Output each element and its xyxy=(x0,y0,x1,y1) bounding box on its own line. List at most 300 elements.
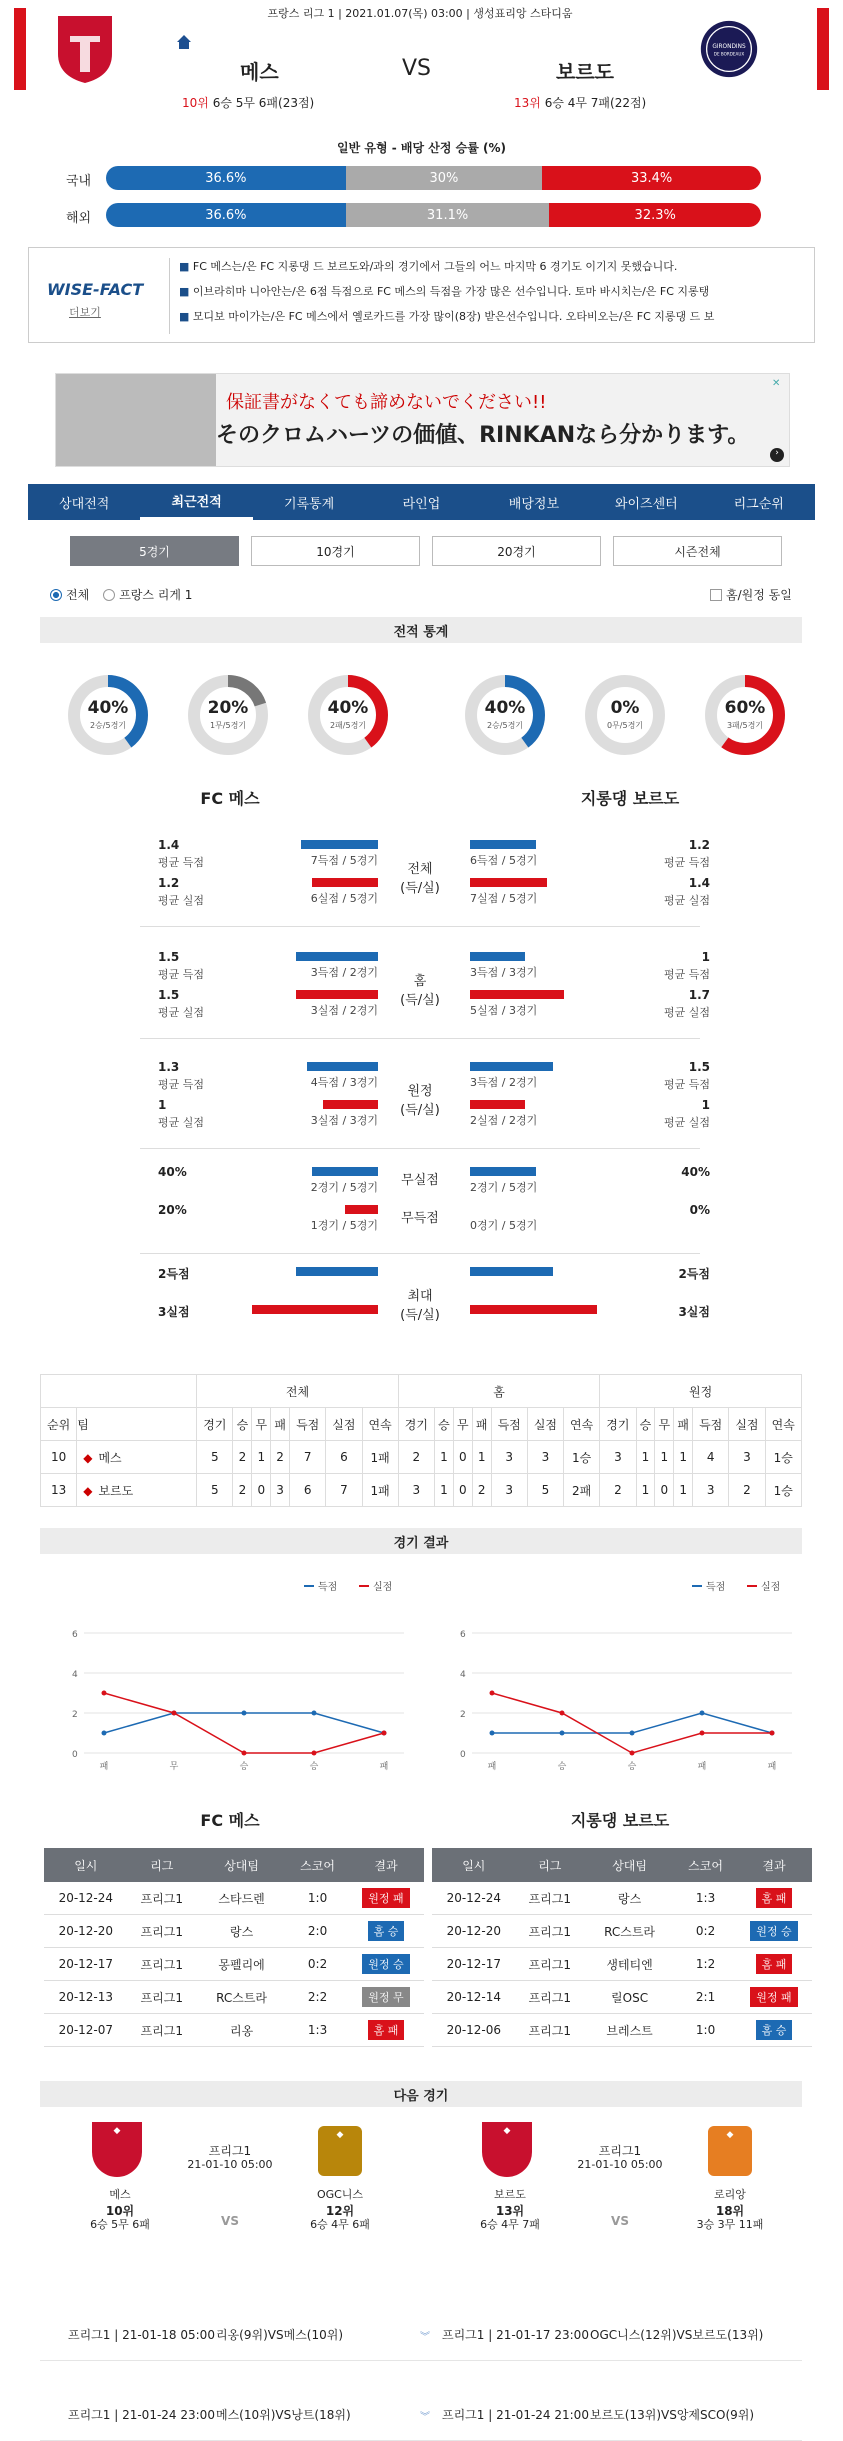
wise-fact-text: 이브라히마 니아안는/은 6점 득점으로 FC 메스의 득점을 가장 많은 선수입니다. 토마 바시치는/은 FC 지롱탱 xyxy=(192,285,710,298)
home-stat-value: 1.5 xyxy=(158,988,180,1002)
donut-pct: 40% xyxy=(484,698,526,718)
result-cell xyxy=(736,2020,812,2040)
col-head: 상대팀 xyxy=(224,1858,259,1873)
main-nav xyxy=(28,484,815,520)
result-badge: 홈 패 xyxy=(756,1888,793,1908)
cell: 20-12-24 xyxy=(446,1891,502,1905)
home-stat-bar xyxy=(307,1062,379,1071)
ad-next-icon[interactable]: › xyxy=(770,448,784,462)
tab-1[interactable]: 최근전적 xyxy=(140,484,252,520)
next-t1s: 6승 4무 7패 xyxy=(480,2218,540,2231)
y-tick-label: 4 xyxy=(460,1670,466,1680)
home-stat-detail: 7득점 / 5경기 xyxy=(310,854,378,867)
table-row[interactable] xyxy=(44,1915,424,1948)
cell: 프리그1 xyxy=(528,1990,571,2005)
next-t1[interactable]: 메스 xyxy=(109,2188,131,2201)
col-head: 연속 xyxy=(564,1408,600,1441)
away-stat-bar xyxy=(470,1267,553,1276)
data-point xyxy=(630,1731,635,1736)
away-stat-bar xyxy=(470,1167,536,1176)
data-point xyxy=(312,1751,317,1756)
result-badge: 원정 패 xyxy=(750,1987,797,2007)
line-chart xyxy=(432,1568,812,1788)
line-chart xyxy=(44,1568,424,1788)
cell: 프리그1 xyxy=(528,1924,571,1939)
cell: 프리그1 xyxy=(528,1891,571,1906)
donut-sub: 2승/5경기 xyxy=(486,721,524,730)
stat-section-label: 원정 (득/실) xyxy=(400,1084,440,1118)
table-row[interactable] xyxy=(432,1915,812,1948)
bordeaux-crest-icon xyxy=(700,14,758,84)
wise-fact-box xyxy=(28,247,815,343)
cell: 몽펠리에 xyxy=(218,1957,265,1972)
away-stat-detail: 3득점 / 3경기 xyxy=(470,966,538,979)
away-stat-detail: 2실점 / 2경기 xyxy=(470,1114,538,1127)
away-stat-detail: 0경기 / 5경기 xyxy=(470,1219,538,1232)
col-head: 스코어 xyxy=(688,1858,723,1873)
stat-cell: 1 xyxy=(434,1441,453,1474)
stat-cell: 1패 xyxy=(362,1474,398,1507)
table-row[interactable] xyxy=(432,1981,812,2014)
stat-cell: 2 xyxy=(398,1441,434,1474)
stat-section-label: 전체 (득/실) xyxy=(400,862,440,896)
next-t1[interactable]: 보르도 xyxy=(494,2188,526,2201)
cell: 랑스 xyxy=(229,1924,254,1939)
wise-fact-item: ■ 이브라히마 니아안는/은 6점 득점으로 FC 메스의 득점을 가장 많은 선수입니다. 토마 바시치는/은 FC 지롱탱 xyxy=(179,285,710,298)
away-stat-value: 3실점 xyxy=(678,1305,710,1319)
vs-label: VS xyxy=(402,56,432,81)
stat-cell: 1 xyxy=(472,1441,491,1474)
table-row[interactable] xyxy=(432,2014,812,2047)
col-head: 승 xyxy=(434,1408,453,1441)
away-stat-value: 1 xyxy=(701,950,710,964)
away-stat-label: 평균 득점 xyxy=(663,968,710,981)
odds-bar xyxy=(106,166,761,190)
home-stat-bar xyxy=(301,840,378,849)
data-point xyxy=(242,1751,247,1756)
filter-button-0[interactable]: 5경기 xyxy=(70,536,239,566)
cell: RC스트라 xyxy=(604,1924,656,1939)
away-stat-label: 평균 실점 xyxy=(663,894,710,907)
cell: 프리그1 xyxy=(140,1924,183,1939)
cell: 브레스트 xyxy=(606,2023,653,2038)
cell: 0:2 xyxy=(695,1924,716,1938)
stat-cell: 2 xyxy=(271,1441,290,1474)
fixture-date: 프리그1 | 21-01-24 21:00 xyxy=(442,2408,589,2422)
col-head: 연속 xyxy=(362,1408,398,1441)
home-stat-detail: 6실점 / 5경기 xyxy=(310,892,378,905)
cell: 프리그1 xyxy=(528,2023,571,2038)
stat-cell: 3 xyxy=(729,1441,765,1474)
away-record: 6승 4무 7패(22점) xyxy=(544,96,647,110)
stat-cell: 3 xyxy=(491,1441,527,1474)
team-name: 메스 xyxy=(98,1450,122,1465)
col-head: 경기 xyxy=(197,1408,233,1441)
cell: 20-12-13 xyxy=(58,1990,114,2004)
away-team-name[interactable]: 보르도 xyxy=(556,60,614,84)
data-point xyxy=(490,1731,495,1736)
table-row[interactable] xyxy=(44,1882,424,1915)
col-head: 승 xyxy=(233,1408,252,1441)
away-stat-label: 평균 득점 xyxy=(663,856,710,869)
fixture-date: 프리그1 | 21-01-18 05:00 xyxy=(68,2328,215,2342)
home-stat-label: 평균 실점 xyxy=(158,894,205,907)
stat-mid-label: 무득점 xyxy=(401,1211,439,1226)
y-tick-label: 0 xyxy=(72,1750,78,1760)
stat-cell: 6 xyxy=(290,1474,326,1507)
filter-button-1[interactable]: 10경기 xyxy=(251,536,420,566)
away-stat-bar xyxy=(470,952,525,961)
away-side-bar xyxy=(817,8,829,90)
away-stat-detail: 7실점 / 5경기 xyxy=(470,892,538,905)
y-tick-label: 6 xyxy=(72,1630,78,1640)
stat-cell: 1 xyxy=(674,1474,693,1507)
home-stat-bar xyxy=(323,1100,378,1109)
away-rank: 13위 xyxy=(514,96,541,110)
result-cell xyxy=(348,1921,424,1941)
cell: 1:0 xyxy=(695,2023,716,2037)
home-stat-bar xyxy=(252,1305,379,1314)
standings-blank xyxy=(41,1375,197,1408)
home-stat-detail: 4득점 / 3경기 xyxy=(310,1076,378,1089)
standings-table xyxy=(40,1374,802,1507)
data-point xyxy=(560,1731,565,1736)
tab-5[interactable]: 와이즈센터 xyxy=(614,496,678,512)
checkbox-label: 홈/원정 동일 xyxy=(726,588,792,602)
checkbox-same-venue[interactable] xyxy=(710,589,722,601)
stat-cell: 3 xyxy=(271,1474,290,1507)
cell: 20-12-07 xyxy=(58,2023,114,2037)
away-stat-value: 1.2 xyxy=(688,838,710,852)
cell: 20-12-06 xyxy=(446,2023,502,2037)
series-line-1 xyxy=(104,1693,384,1753)
tab-6[interactable]: 리그순위 xyxy=(733,496,784,512)
cell: 프리그1 xyxy=(140,1990,183,2005)
result-badge: 홈 승 xyxy=(756,2020,793,2040)
team-cell[interactable] xyxy=(77,1474,197,1507)
col-head: 일시 xyxy=(74,1858,98,1873)
away-stat-bar xyxy=(470,878,547,887)
away-stat-value: 1.4 xyxy=(688,876,710,890)
next-t1r: 10위 xyxy=(105,2204,135,2218)
legend-label: 실점 xyxy=(373,1582,393,1593)
next-date: 21-01-10 05:00 xyxy=(187,2158,273,2171)
y-tick-label: 2 xyxy=(72,1710,78,1720)
away-stat-detail: 5실점 / 3경기 xyxy=(470,1004,538,1017)
col-head: 실점 xyxy=(527,1408,563,1441)
cell: 생테티엔 xyxy=(606,1957,653,1972)
data-point xyxy=(102,1731,107,1736)
match-info: 프랑스 리그 1 | 2021.01.07(목) 03:00 | 생성표리앙 스타디움 xyxy=(267,7,573,20)
svg-text:GIRONDINS: GIRONDINS xyxy=(712,44,746,51)
results-title: 경기 결과 xyxy=(40,1528,802,1554)
tab-2[interactable]: 기록통계 xyxy=(283,496,335,512)
stat-cell: 2 xyxy=(729,1474,765,1507)
table-row[interactable] xyxy=(432,1882,812,1915)
table-row[interactable] xyxy=(44,2014,424,2047)
col-head: 승 xyxy=(636,1408,655,1441)
filter-button-2[interactable]: 20경기 xyxy=(432,536,601,566)
fixture-match[interactable]: OGC니스(12위)VS보르도(13위) xyxy=(590,2328,764,2342)
next-title: 다음 경기 xyxy=(40,2081,802,2107)
home-recent-title: FC 메스 xyxy=(200,1811,260,1830)
table-row[interactable] xyxy=(432,1948,812,1981)
cell: 2:2 xyxy=(307,1990,328,2004)
cell: 랑스 xyxy=(617,1891,642,1906)
donut-pct: 60% xyxy=(724,698,766,718)
odds-draw: 30% xyxy=(346,166,543,190)
chevron-down-icon[interactable]: ︾ xyxy=(420,2332,430,2343)
next-t2[interactable]: OGC니스 xyxy=(316,2188,364,2201)
result-cell xyxy=(736,1888,812,1908)
result-badge: 원정 승 xyxy=(362,1954,409,1974)
col-head: 패 xyxy=(674,1408,693,1441)
x-tick-label: 승 xyxy=(557,1762,567,1772)
home-stat-label: 평균 득점 xyxy=(158,856,205,869)
rank-cell: 10 xyxy=(41,1441,77,1474)
cell: 2:0 xyxy=(307,1924,328,1938)
away-stat-detail: 2경기 / 5경기 xyxy=(470,1181,538,1194)
stat-cell: 1 xyxy=(434,1474,453,1507)
home-icon[interactable] xyxy=(176,34,192,50)
series-line-0 xyxy=(104,1713,384,1733)
wise-fact-more-link[interactable]: 더보기 xyxy=(69,306,101,319)
col-head: 실점 xyxy=(326,1408,362,1441)
team-crest-icon: ◆ xyxy=(83,1483,93,1498)
odds-draw: 31.1% xyxy=(346,203,550,227)
tab-4[interactable]: 배당정보 xyxy=(508,496,560,512)
col-head: 일시 xyxy=(462,1858,486,1873)
y-tick-label: 2 xyxy=(460,1710,466,1720)
cell: 20-12-17 xyxy=(58,1957,114,1971)
result-cell xyxy=(348,2020,424,2040)
col-head: 리그 xyxy=(150,1858,174,1873)
stat-cell: 2패 xyxy=(564,1474,600,1507)
stat-cell: 1 xyxy=(655,1441,674,1474)
team-crest-icon: ◆ xyxy=(92,2122,142,2177)
next-t2r: 12위 xyxy=(325,2204,355,2218)
ad-close-icon[interactable]: ✕ xyxy=(772,378,781,389)
data-point xyxy=(700,1731,705,1736)
x-tick-label: 패 xyxy=(697,1762,707,1772)
stat-cell: 2 xyxy=(472,1474,491,1507)
cell: 리옹 xyxy=(229,2023,254,2038)
ad-line2: そのクロムハーツの価値、RINKANなら分かります。 xyxy=(216,423,750,448)
cell: RC스트라 xyxy=(216,1990,268,2005)
home-stat-value: 20% xyxy=(158,1203,187,1217)
result-cell xyxy=(736,1921,812,1941)
donut-sub: 2패/5경기 xyxy=(329,721,367,730)
radio-all[interactable] xyxy=(50,589,62,601)
col-head: 연속 xyxy=(765,1408,801,1441)
away-recent-table xyxy=(432,1848,812,2047)
y-tick-label: 4 xyxy=(72,1670,78,1680)
odds-home: 36.6% xyxy=(106,166,346,190)
home-stat-bar xyxy=(296,952,379,961)
svg-text:DE BORDEAUX: DE BORDEAUX xyxy=(713,51,745,57)
cell: 20-12-17 xyxy=(446,1957,502,1971)
fixture-date: 프리그1 | 21-01-24 23:00 xyxy=(68,2408,215,2422)
away-stat-bar xyxy=(470,1062,553,1071)
cell: 스타드렌 xyxy=(218,1891,265,1906)
team-name: 보르도 xyxy=(98,1483,134,1498)
filter-button-3[interactable]: 시즌전체 xyxy=(613,536,782,566)
result-badge: 홈 패 xyxy=(368,2020,405,2040)
stat-cell: 1 xyxy=(252,1441,271,1474)
result-badge: 원정 무 xyxy=(362,1987,409,2007)
fixture-match[interactable]: 보르도(13위)VS앙제SCO(9위) xyxy=(590,2408,755,2422)
table-row[interactable] xyxy=(44,1981,424,2014)
next-vs: VS xyxy=(611,2214,629,2228)
legend-label: 실점 xyxy=(761,1582,781,1593)
result-cell xyxy=(736,1987,812,2007)
away-stat-label: 평균 실점 xyxy=(663,1116,710,1129)
stat-cell: 5 xyxy=(197,1441,233,1474)
stats-title: 전적 통계 xyxy=(40,617,802,643)
ad-banner[interactable] xyxy=(55,373,790,467)
donut-sub: 0무/5경기 xyxy=(606,721,644,730)
col-head: 무 xyxy=(453,1408,472,1441)
cell: 1:0 xyxy=(307,1891,328,1905)
home-stat-detail: 1경기 / 5경기 xyxy=(310,1219,378,1232)
odds-away: 32.3% xyxy=(549,203,761,227)
odds-home: 36.6% xyxy=(106,203,346,227)
result-badge: 원정 승 xyxy=(750,1921,797,1941)
divider xyxy=(140,1038,700,1039)
home-stat-label: 평균 득점 xyxy=(158,1078,205,1091)
ad-line1: 保証書がなくても諦めないでください!! xyxy=(226,392,547,413)
stat-cell: 0 xyxy=(453,1441,472,1474)
x-tick-label: 패 xyxy=(99,1762,109,1772)
away-stat-value: 1.5 xyxy=(688,1060,710,1074)
stat-cell: 7 xyxy=(290,1441,326,1474)
col-head: 실점 xyxy=(729,1408,765,1441)
away-stat-label: 평균 득점 xyxy=(663,1078,710,1091)
home-stat-bar xyxy=(312,1167,378,1176)
stat-cell: 5 xyxy=(197,1474,233,1507)
result-cell xyxy=(348,1987,424,2007)
cell: 프리그1 xyxy=(528,1957,571,1972)
odds-bar xyxy=(106,203,761,227)
radio-league[interactable] xyxy=(103,589,115,601)
next-league: 프리그1 xyxy=(598,2144,642,2158)
col-head: 무 xyxy=(252,1408,271,1441)
data-point xyxy=(560,1711,565,1716)
next-vs: VS xyxy=(221,2214,239,2228)
away-stat-value: 1 xyxy=(701,1098,710,1112)
col-head: 득점 xyxy=(693,1408,729,1441)
col-team: 팀 xyxy=(77,1408,197,1441)
col-head: 패 xyxy=(472,1408,491,1441)
data-point xyxy=(382,1731,387,1736)
stat-cell: 0 xyxy=(655,1474,674,1507)
data-point xyxy=(312,1711,317,1716)
away-stat-value: 1.7 xyxy=(688,988,710,1002)
stat-cell: 0 xyxy=(453,1474,472,1507)
home-stat-value: 2득점 xyxy=(158,1267,190,1281)
result-badge: 원정 패 xyxy=(362,1888,409,1908)
odds-title: 일반 유형 - 배당 산정 승률 (%) xyxy=(337,141,506,155)
stat-cell: 3 xyxy=(398,1474,434,1507)
chevron-down-icon[interactable]: ︾ xyxy=(420,2412,430,2423)
wise-fact-item: ■ FC 메스는/은 FC 지롱댕 드 보르도와/과의 경기에서 그들의 어느 마지막 6 경기도 이기지 못했습니다. xyxy=(179,260,678,273)
team-cell[interactable] xyxy=(77,1441,197,1474)
odds-away: 33.4% xyxy=(542,166,761,190)
result-cell xyxy=(348,1954,424,1974)
col-head: 리그 xyxy=(538,1858,562,1873)
tab-0[interactable]: 상대전적 xyxy=(59,496,110,512)
stat-cell: 2 xyxy=(600,1474,636,1507)
x-tick-label: 패 xyxy=(767,1762,777,1772)
home-stat-value: 1 xyxy=(158,1098,167,1112)
home-stat-detail: 3실점 / 3경기 xyxy=(310,1114,378,1127)
data-point xyxy=(172,1711,177,1716)
donut-sub: 2승/5경기 xyxy=(89,721,127,730)
home-stat-value: 1.3 xyxy=(158,1060,180,1074)
col-head: 득점 xyxy=(290,1408,326,1441)
home-stat-bar xyxy=(296,1267,379,1276)
home-stat-detail: 3득점 / 2경기 xyxy=(310,966,378,979)
stat-cell: 3 xyxy=(600,1441,636,1474)
wise-fact-text: FC 메스는/은 FC 지롱댕 드 보르도와/과의 경기에서 그들의 어느 마지막 6 경기도 이기지 못했습니다. xyxy=(192,260,678,273)
home-team-name[interactable]: 메스 xyxy=(240,60,279,84)
col-head: 결과 xyxy=(762,1858,786,1873)
fixture-match[interactable]: 리옹(9위)VS메스(10위) xyxy=(216,2328,344,2342)
team-crest-icon: ◆ xyxy=(318,2126,362,2176)
next-t1s: 6승 5무 6패 xyxy=(90,2218,150,2231)
x-tick-label: 무 xyxy=(169,1762,179,1772)
home-stat-bar xyxy=(345,1205,378,1214)
standings-group-head: 홈 xyxy=(398,1375,600,1408)
away-recent-title: 지롱댕 보르도 xyxy=(570,1811,670,1830)
team-crest-icon: ◆ xyxy=(708,2126,752,2176)
next-t2[interactable]: 로리앙 xyxy=(714,2188,746,2201)
cell: 프리그1 xyxy=(140,2023,183,2038)
stat-mid-label: 무실점 xyxy=(401,1173,439,1188)
cell: 프리그1 xyxy=(140,1891,183,1906)
home-stat-value: 40% xyxy=(158,1165,187,1179)
stat-cell: 4 xyxy=(693,1441,729,1474)
next-date: 21-01-10 05:00 xyxy=(577,2158,663,2171)
table-row[interactable] xyxy=(44,1948,424,1981)
cell: 2:1 xyxy=(695,1990,716,2004)
col-head: 스코어 xyxy=(300,1858,335,1873)
home-stat-label: 평균 실점 xyxy=(158,1006,205,1019)
col-head: 패 xyxy=(271,1408,290,1441)
stat-cell: 2 xyxy=(233,1441,252,1474)
cell: 1:2 xyxy=(695,1957,716,1971)
next-t2r: 18위 xyxy=(715,2204,745,2218)
team-crest-icon: ◆ xyxy=(482,2122,532,2177)
fixture-match[interactable]: 메스(10위)VS낭트(18위) xyxy=(216,2408,351,2422)
home-stat-bar xyxy=(296,990,379,999)
away-stat-bar xyxy=(470,1305,597,1314)
fixture-date: 프리그1 | 21-01-17 23:00 xyxy=(442,2328,589,2342)
home-stat-label: 평균 득점 xyxy=(158,968,205,981)
away-stat-label: 평균 실점 xyxy=(663,1006,710,1019)
tab-3[interactable]: 라인업 xyxy=(402,496,441,512)
stat-cell: 3 xyxy=(527,1441,563,1474)
home-rank: 10위 xyxy=(182,96,209,110)
standings-group-head: 원정 xyxy=(600,1375,802,1408)
next-t2s: 3승 3무 11패 xyxy=(696,2218,764,2231)
home-recent-table xyxy=(44,1848,424,2047)
y-tick-label: 0 xyxy=(460,1750,466,1760)
x-tick-label: 승 xyxy=(239,1762,249,1772)
y-tick-label: 6 xyxy=(460,1630,466,1640)
cell: 20-12-14 xyxy=(446,1990,502,2004)
away-stat-value: 40% xyxy=(681,1165,710,1179)
